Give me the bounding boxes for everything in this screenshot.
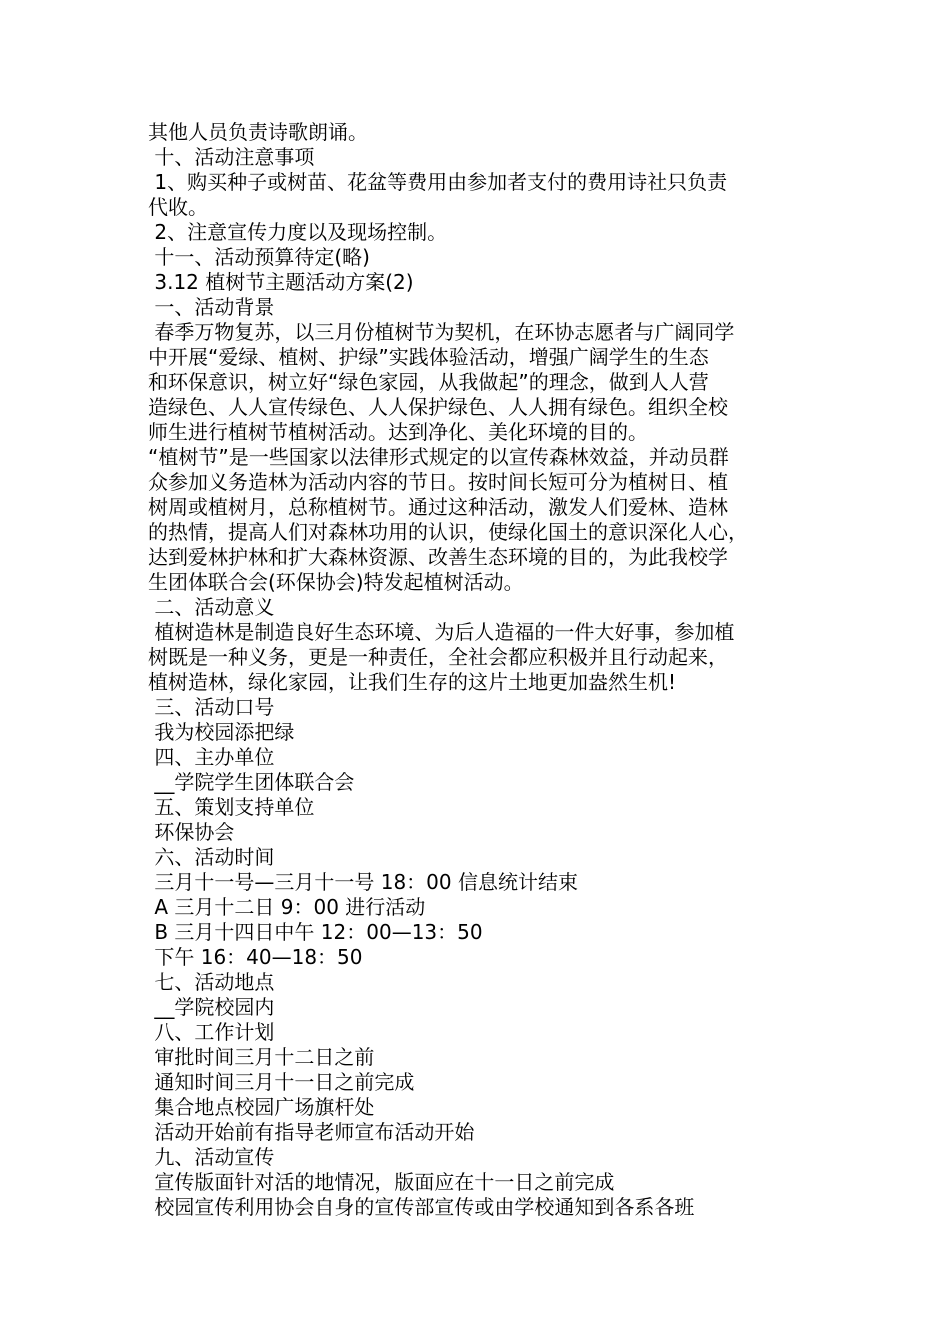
text-line: __学院学生团体联合会	[148, 770, 355, 794]
text-line: 三月十一号—三月十一号 18：00 信息统计结束	[148, 870, 578, 894]
text-line: 十一、活动预算待定(略)	[148, 245, 370, 269]
text-line: 的热情，提高人们对森林功用的认识，使绿化国土的意识深化人心，	[148, 520, 748, 544]
text-line: 中开展“爱绿、植树、护绿”实践体验活动，增强广阔学生的生态	[148, 345, 709, 369]
text-line: 2、注意宣传力度以及现场控制。	[148, 220, 448, 244]
text-line: 七、活动地点	[148, 970, 275, 994]
text-line: 春季万物复苏，以三月份植树节为契机，在环协志愿者与广阔同学	[148, 320, 735, 344]
text-line: 植树造林，绿化家园，让我们生存的这片土地更加盎然生机!	[148, 670, 677, 694]
text-line: 环保协会	[148, 820, 235, 844]
text-line: 植树造林是制造良好生态环境、为后人造福的一件大好事，参加植	[148, 620, 735, 644]
text-line: 九、活动宣传	[148, 1145, 275, 1169]
text-line: 一、活动背景	[148, 295, 275, 319]
text-line: 造绿色、人人宣传绿色、人人保护绿色、人人拥有绿色。组织全校	[148, 395, 728, 419]
text-line: 通知时间三月十一日之前完成	[148, 1070, 415, 1094]
text-line: 十、活动注意事项	[148, 145, 315, 169]
text-line: 活动开始前有指导老师宣布活动开始	[148, 1120, 475, 1144]
text-line: 我为校园添把绿	[148, 720, 295, 744]
text-line: 树周或植树月，总称植树节。通过这种活动，激发人们爱林、造林	[148, 495, 728, 519]
text-line: A 三月十二日 9：00 进行活动	[148, 895, 426, 919]
text-line: 代收。	[148, 195, 208, 219]
text-line: 1、购买种子或树苗、花盆等费用由参加者支付的费用诗社只负责	[148, 170, 728, 194]
text-line: 达到爱林护林和扩大森林资源、改善生态环境的目的，为此我校学	[148, 545, 728, 569]
text-line: 校园宣传利用协会自身的宣传部宣传或由学校通知到各系各班	[148, 1195, 695, 1219]
text-line: 八、工作计划	[148, 1020, 275, 1044]
text-line: __学院校园内	[148, 995, 275, 1019]
text-line: 下午 16：40—18：50	[148, 945, 363, 969]
text-line: 其他人员负责诗歌朗诵。	[148, 120, 368, 144]
text-line: 二、活动意义	[148, 595, 275, 619]
text-line: 审批时间三月十二日之前	[148, 1045, 375, 1069]
text-line: 师生进行植树节植树活动。达到净化、美化环境的目的。	[148, 420, 648, 444]
text-line: 和环保意识，树立好“绿色家园，从我做起”的理念，做到人人营	[148, 370, 709, 394]
text-line: B 三月十四日中午 12：00—13：50	[148, 920, 483, 944]
text-line: “植树节”是一些国家以法律形式规定的以宣传森林效益，并动员群	[148, 445, 729, 469]
text-line: 生团体联合会(环保协会)特发起植树活动。	[148, 570, 524, 594]
text-line: 宣传版面针对活的地情况，版面应在十一日之前完成	[148, 1170, 615, 1194]
text-line: 3.12 植树节主题活动方案(2)	[148, 270, 414, 294]
text-line: 四、主办单位	[148, 745, 275, 769]
text-line: 六、活动时间	[148, 845, 275, 869]
text-line: 五、策划支持单位	[148, 795, 315, 819]
document-body	[148, 120, 818, 1220]
text-line: 集合地点校园广场旗杆处	[148, 1095, 375, 1119]
text-line: 三、活动口号	[148, 695, 275, 719]
text-line: 众参加义务造林为活动内容的节日。按时间长短可分为植树日、植	[148, 470, 728, 494]
text-line: 树既是一种义务，更是一种责任，全社会都应积极并且行动起来，	[148, 645, 728, 669]
